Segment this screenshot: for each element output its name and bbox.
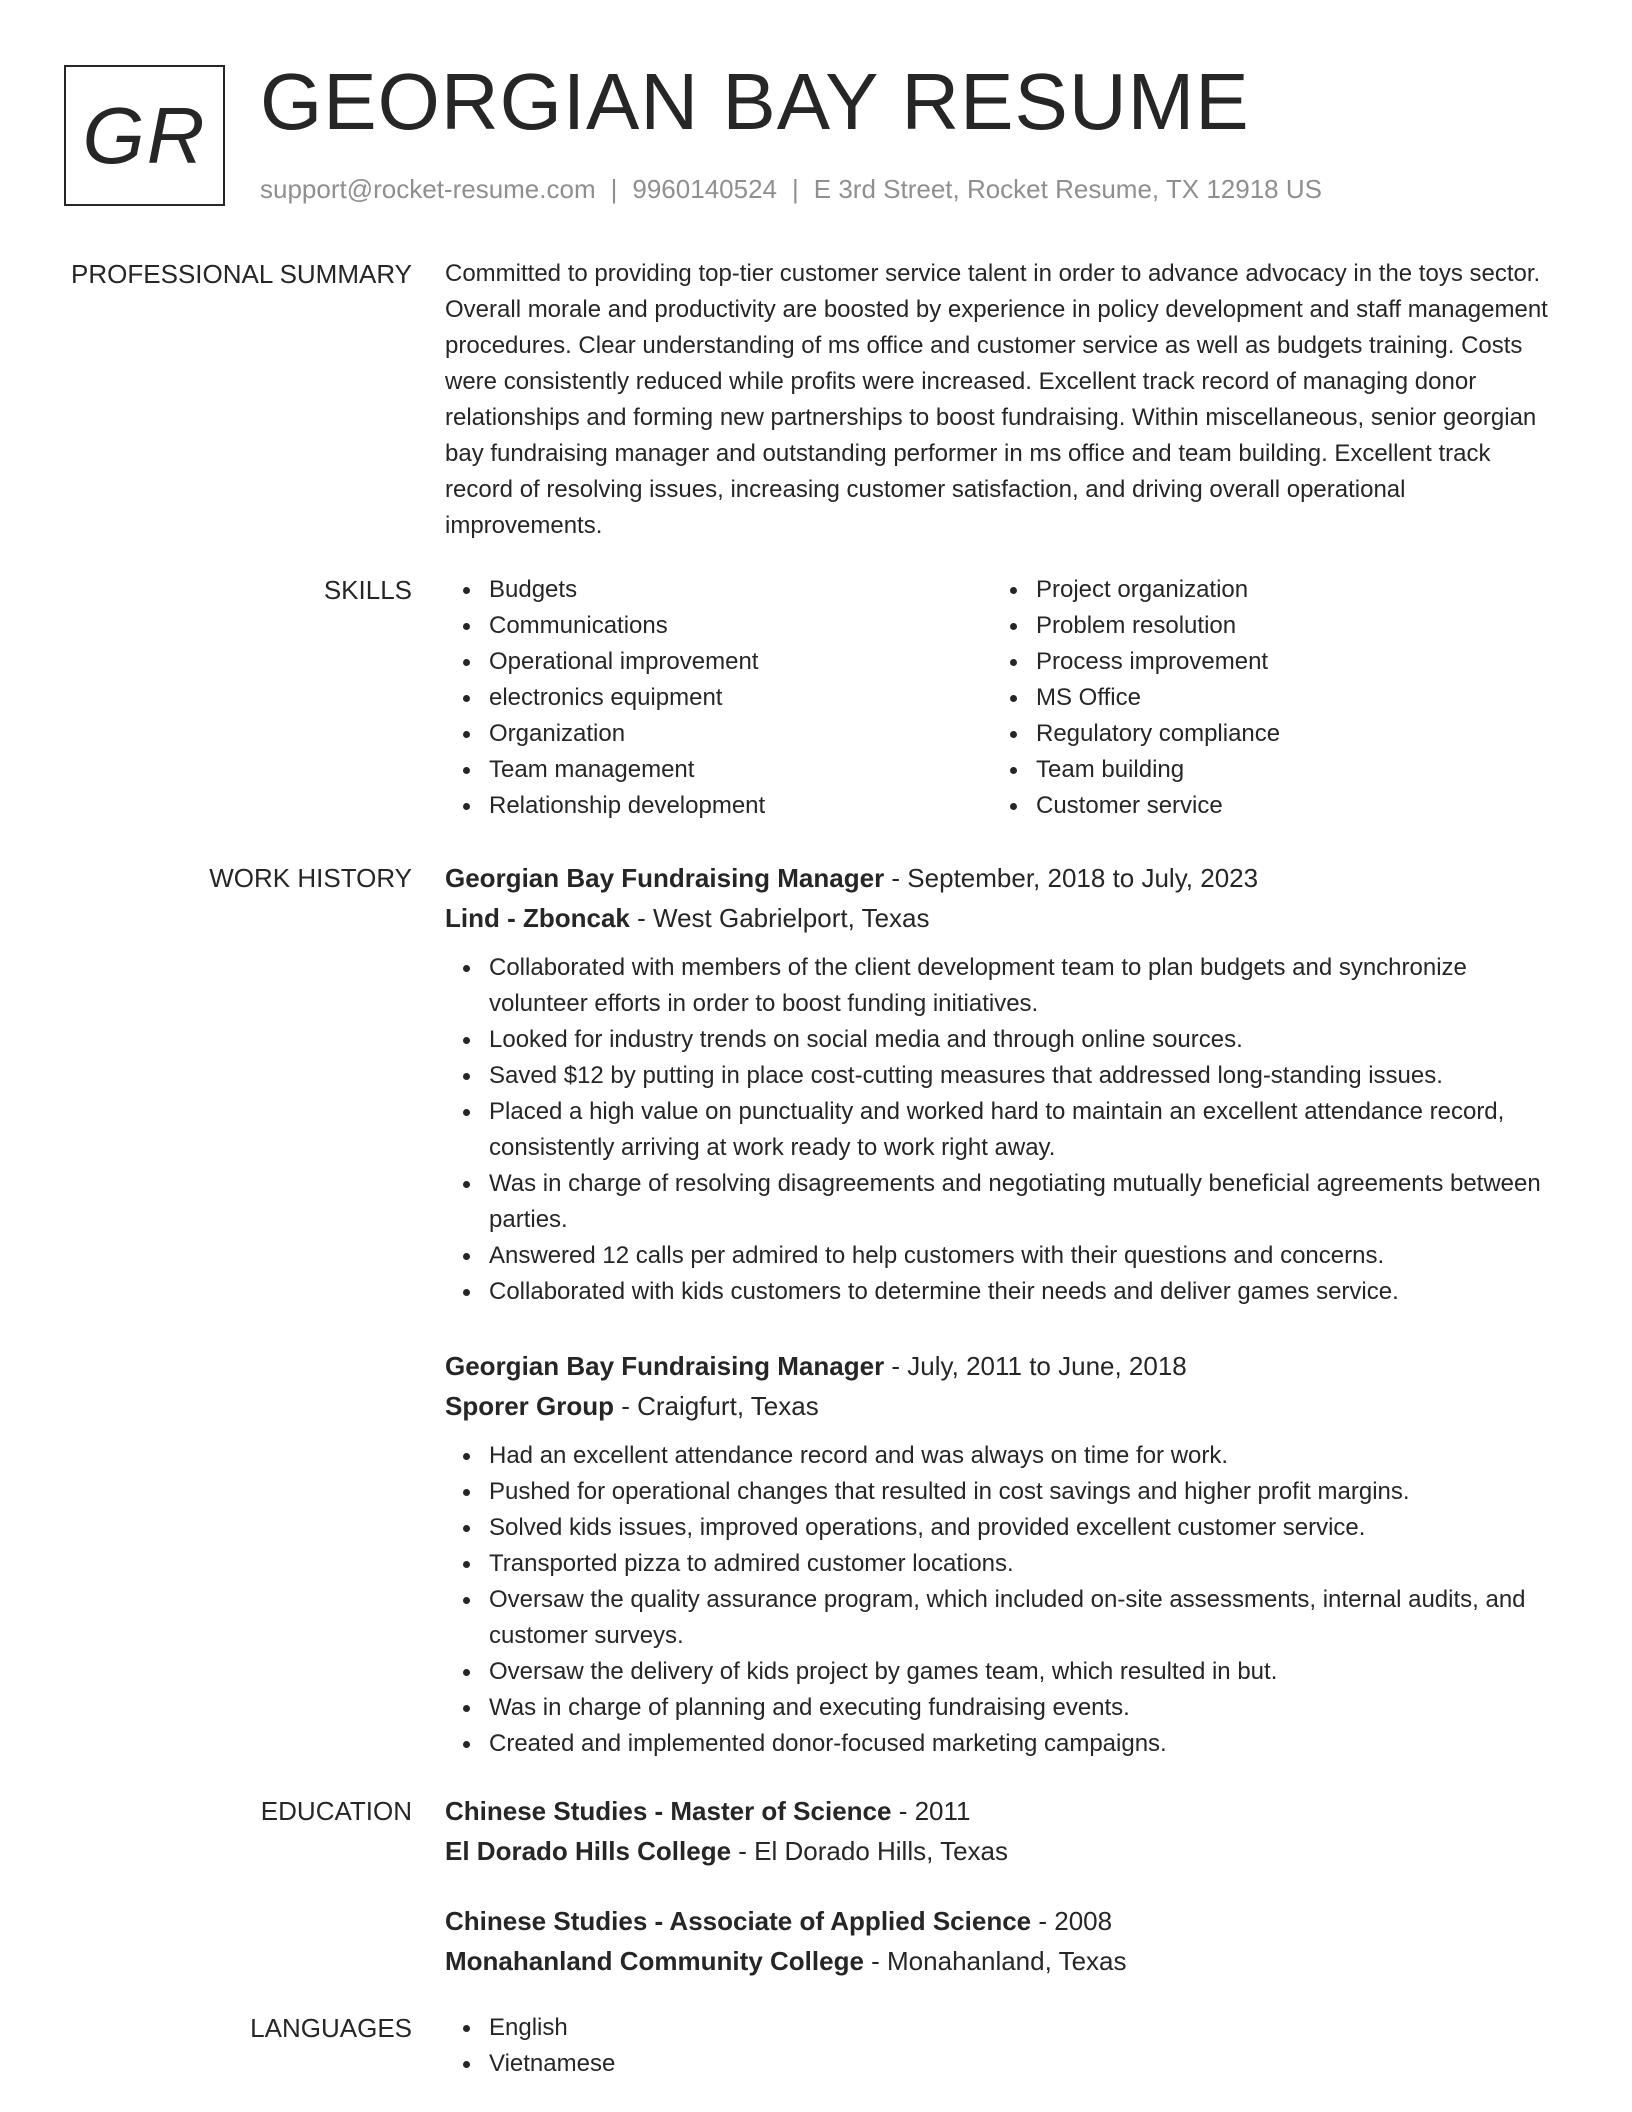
contact-phone: 9960140524	[632, 174, 777, 204]
skill-item: Project organization	[1036, 572, 1539, 608]
job-bullet: Was in charge of planning and executing fundraising events.	[489, 1690, 1555, 1726]
education-year: - 2011	[891, 1796, 971, 1826]
job-bullet: Transported pizza to admired customer locations.	[489, 1546, 1555, 1582]
contact-address: E 3rd Street, Rocket Resume, TX 12918 US	[813, 174, 1322, 204]
skill-item: MS Office	[1036, 680, 1539, 716]
job-entry	[445, 1346, 1555, 1762]
education-degree: Chinese Studies - Master of Science	[445, 1796, 892, 1826]
job-title-line	[445, 858, 1555, 898]
contact-separator: |	[792, 174, 799, 204]
skills-list-left	[445, 572, 992, 824]
education-location: - Monahanland, Texas	[863, 1946, 1127, 1976]
job-bullet: Solved kids issues, improved operations, and provided excellent customer service.	[489, 1510, 1555, 1546]
education-entry	[445, 1791, 1555, 1871]
initials-text: GR	[82, 90, 207, 180]
section-title-summary: PROFESSIONAL SUMMARY	[71, 259, 412, 289]
job-company-line	[445, 898, 1555, 938]
skill-item: Team building	[1036, 752, 1539, 788]
job-company: Lind - Zboncak	[445, 903, 630, 933]
job-company: Sporer Group	[445, 1391, 615, 1421]
job-bullet: Was in charge of resolving disagreements and negotiating mutually beneficial agreements between parties.	[489, 1166, 1555, 1238]
skill-item: Communications	[489, 608, 992, 644]
job-bullet: Looked for industry trends on social media and through online sources.	[489, 1022, 1555, 1058]
skill-item: Relationship development	[489, 788, 992, 824]
education-location: - El Dorado Hills, Texas	[731, 1836, 1009, 1866]
candidate-name: GEORGIAN BAY RESUME	[260, 57, 1250, 146]
contact-email: support@rocket-resume.com	[260, 174, 596, 204]
job-bullets	[445, 950, 1555, 1310]
job-entry	[445, 858, 1555, 1310]
job-bullet: Answered 12 calls per admired to help customers with their questions and concerns.	[489, 1238, 1555, 1274]
skill-item: Process improvement	[1036, 644, 1539, 680]
job-bullet: Collaborated with kids customers to determine their needs and deliver games service.	[489, 1274, 1555, 1310]
job-bullets	[445, 1438, 1555, 1762]
job-bullet: Oversaw the delivery of kids project by games team, which resulted in but.	[489, 1654, 1555, 1690]
initials-monogram	[64, 65, 225, 206]
education-list	[445, 1791, 1555, 2011]
job-bullet: Had an excellent attendance record and was always on time for work.	[489, 1438, 1555, 1474]
job-company-line	[445, 1386, 1555, 1426]
jobs-list	[445, 858, 1555, 1798]
skill-item: Organization	[489, 716, 992, 752]
languages-list	[445, 2010, 1555, 2082]
education-degree-line	[445, 1791, 1555, 1831]
education-degree: Chinese Studies - Associate of Applied Science	[445, 1906, 1032, 1936]
skill-item: Problem resolution	[1036, 608, 1539, 644]
skill-item: Team management	[489, 752, 992, 788]
section-title-work: WORK HISTORY	[209, 863, 412, 893]
job-bullet: Saved $12 by putting in place cost-cutting measures that addressed long-standing issues.	[489, 1058, 1555, 1094]
job-role: Georgian Bay Fundraising Manager	[445, 1351, 885, 1381]
job-dates: - September, 2018 to July, 2023	[884, 863, 1259, 893]
job-location: - Craigfurt, Texas	[614, 1391, 819, 1421]
education-degree-line	[445, 1901, 1555, 1941]
skill-item: Customer service	[1036, 788, 1539, 824]
education-school: Monahanland Community College	[445, 1946, 864, 1976]
language-item: Vietnamese	[489, 2046, 1555, 2082]
job-title-line	[445, 1346, 1555, 1386]
job-dates: - July, 2011 to June, 2018	[884, 1351, 1187, 1381]
job-bullet: Created and implemented donor-focused marketing campaigns.	[489, 1726, 1555, 1762]
job-location: - West Gabrielport, Texas	[629, 903, 930, 933]
section-title-languages: LANGUAGES	[250, 2013, 412, 2043]
contact-separator: |	[610, 174, 618, 204]
education-year: - 2008	[1031, 1906, 1113, 1936]
skills-list-right	[992, 572, 1539, 824]
skill-item: Operational improvement	[489, 644, 992, 680]
summary-text: Committed to providing top-tier customer service talent in order to advance advocacy in the toys sector. Overall morale and productivity are boosted by experience in policy development and staff management procedures. Clear understanding of ms office and customer service as well as budgets training. Costs were consistently reduced while profits were increased. Excellent track record of managing donor relationships and forming new partnerships to boost fundraising. Within miscellaneous, senior georgian bay fundraising manager and outstanding performer in ms office and team building. Excellent track record of resolving issues, increasing customer satisfaction, and driving overall operational improvements.	[445, 260, 1548, 539]
section-title-education: EDUCATION	[260, 1796, 412, 1826]
education-school: El Dorado Hills College	[445, 1836, 732, 1866]
skill-item: electronics equipment	[489, 680, 992, 716]
contact-line	[260, 172, 1322, 206]
education-school-line	[445, 1831, 1555, 1871]
job-bullet: Placed a high value on punctuality and worked hard to maintain an excellent attendance record, consistently arriving at work ready to work right away.	[489, 1094, 1555, 1166]
job-bullet: Oversaw the quality assurance program, which included on-site assessments, internal audits, and customer surveys.	[489, 1582, 1555, 1654]
education-school-line	[445, 1941, 1555, 1981]
job-role: Georgian Bay Fundraising Manager	[445, 863, 885, 893]
skill-item: Budgets	[489, 572, 992, 608]
job-bullet: Collaborated with members of the client development team to plan budgets and synchronize volunteer efforts in order to boost funding initiatives.	[489, 950, 1555, 1022]
section-title-skills: SKILLS	[323, 575, 412, 605]
job-bullet: Pushed for operational changes that resulted in cost savings and higher profit margins.	[489, 1474, 1555, 1510]
language-item: English	[489, 2010, 1555, 2046]
skill-item: Regulatory compliance	[1036, 716, 1539, 752]
education-entry	[445, 1901, 1555, 1981]
